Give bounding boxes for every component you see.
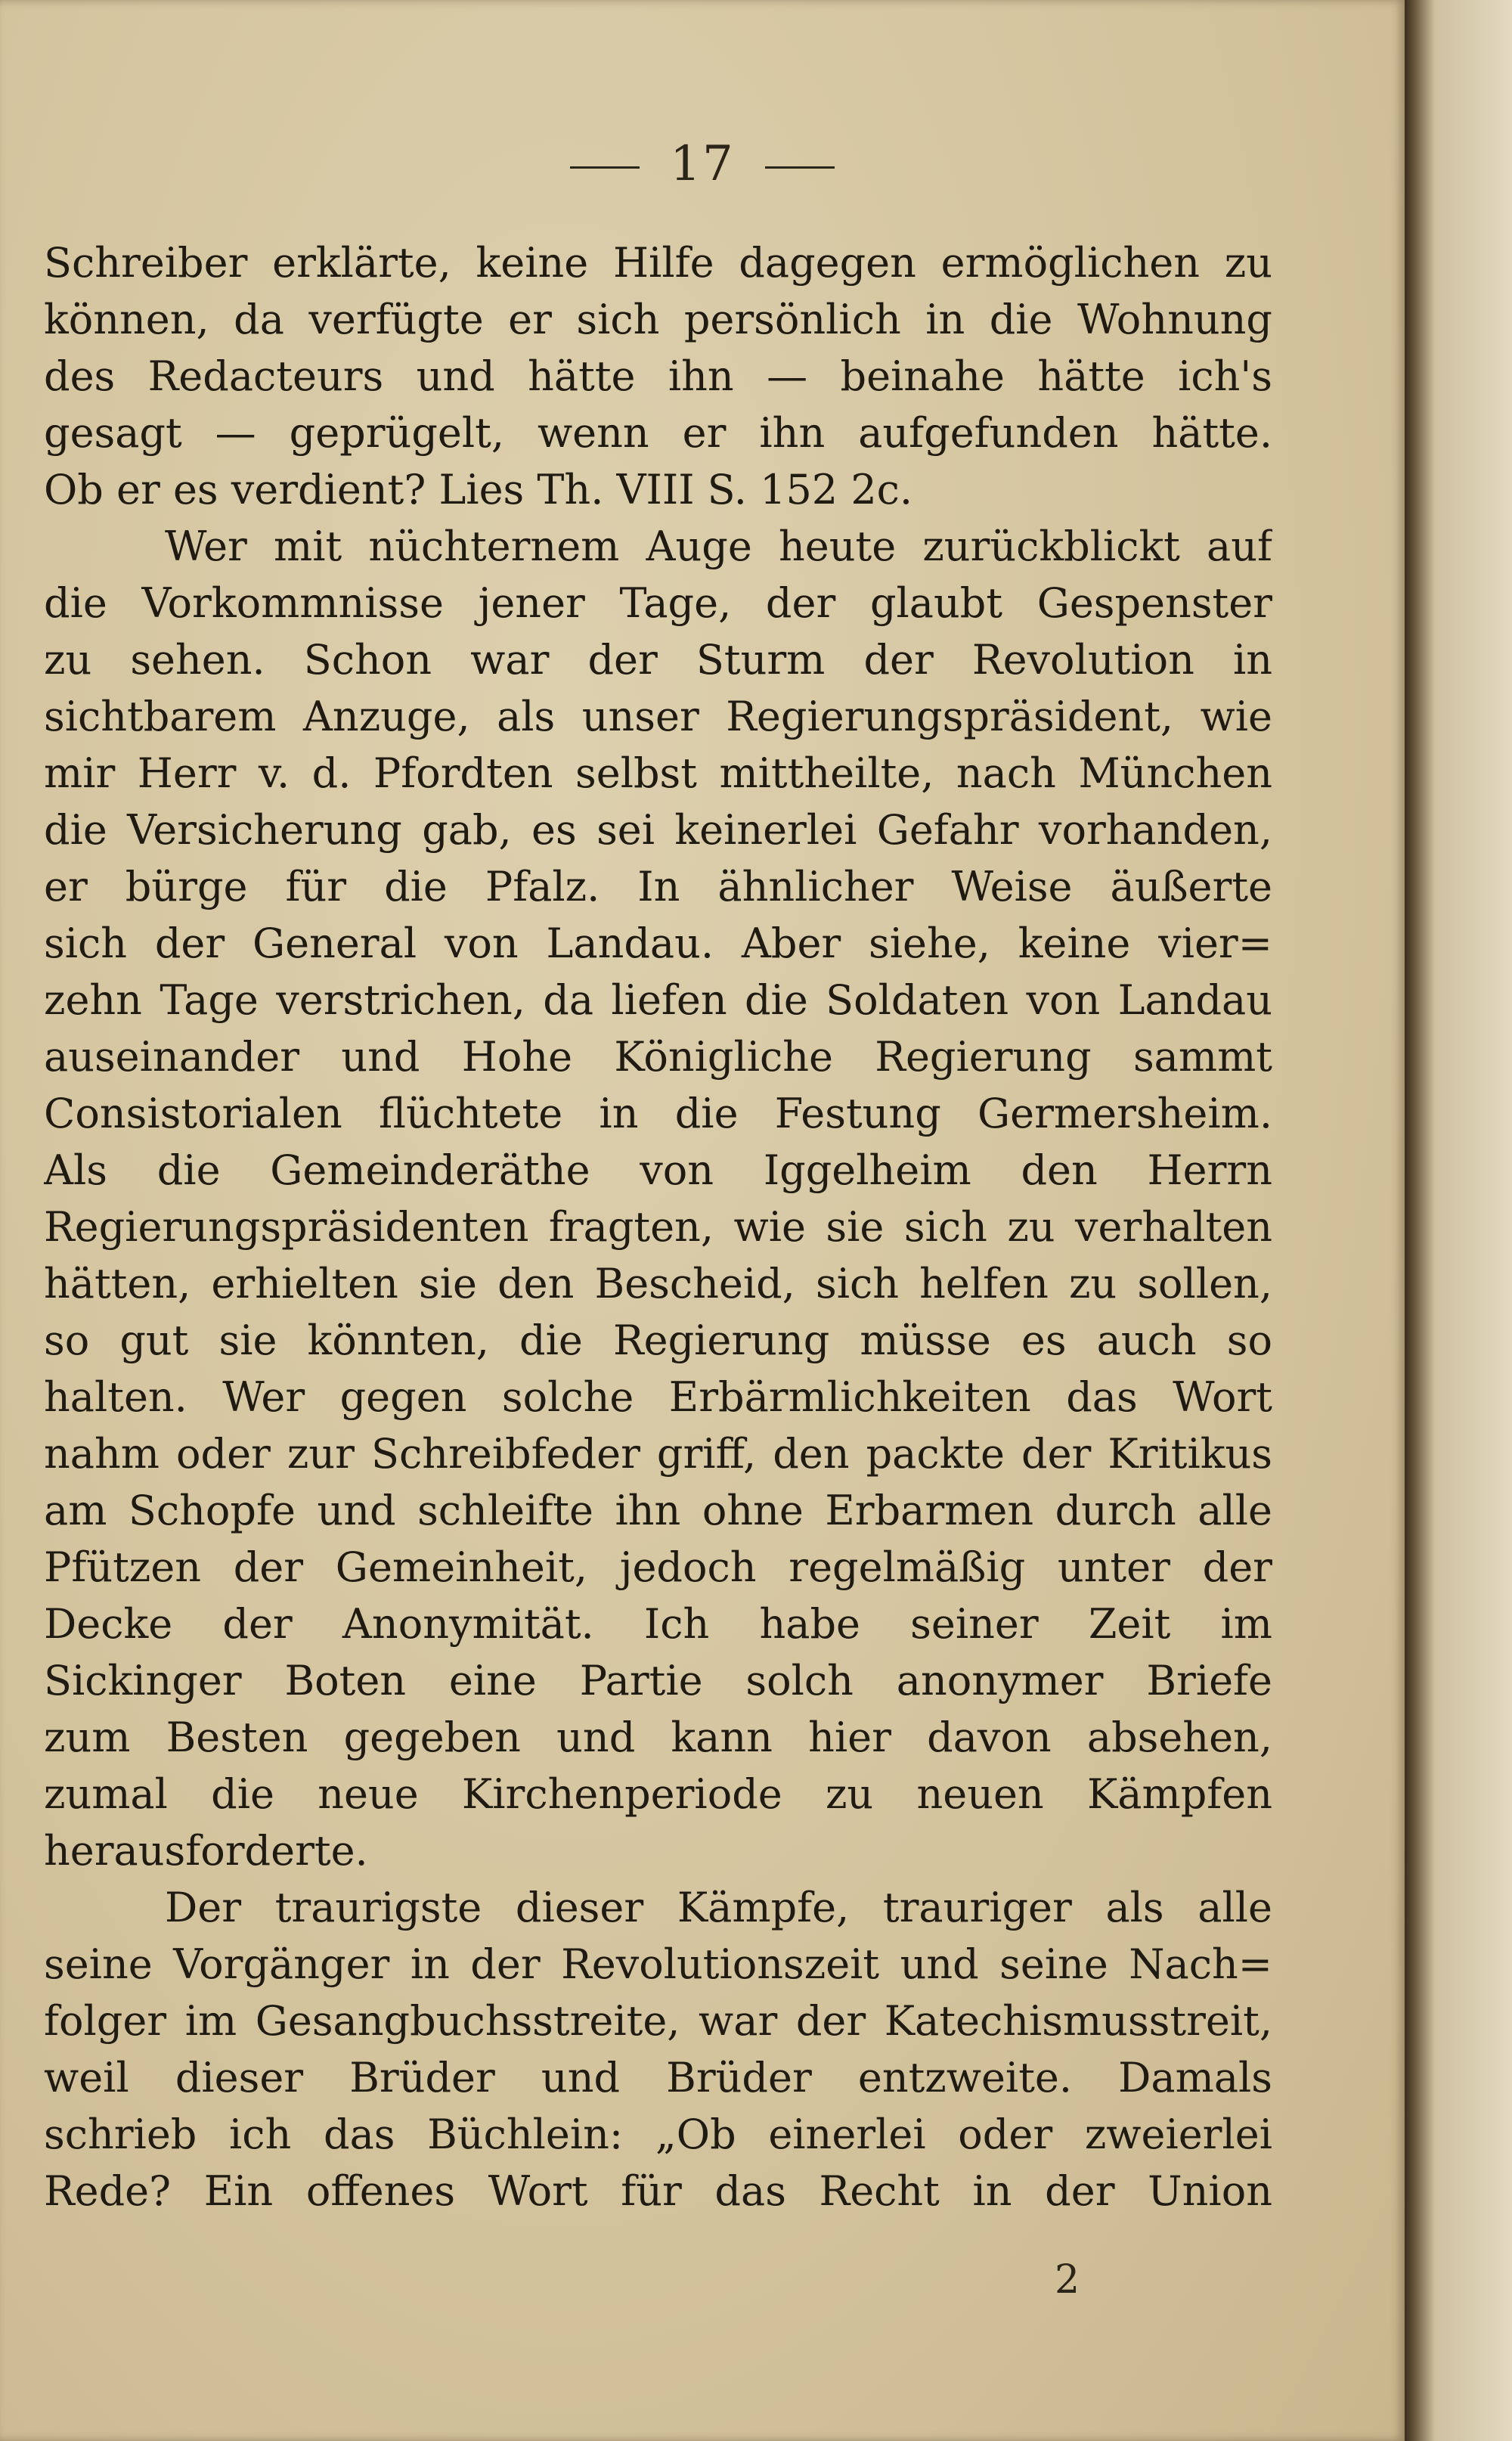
page-header bbox=[0, 136, 1405, 192]
text-line: mir Herr v. d. Pfordten selbst mittheilte, nach München bbox=[44, 749, 1272, 797]
text-line: Als die Gemeinderäthe von Iggelheim den Herrn bbox=[44, 1146, 1272, 1194]
text-line: gesagt — geprügelt, wenn er ihn aufgefunden hätte. bbox=[44, 409, 1272, 457]
text-line: Schreiber erklärte, keine Hilfe dagegen ermöglichen zu bbox=[44, 239, 1272, 287]
text-line: schrieb ich das Büchlein: „Ob einerlei oder zweierlei bbox=[44, 2111, 1272, 2158]
text-line: Der traurigste dieser Kämpfe, trauriger als alle bbox=[165, 1884, 1272, 1931]
signature-mark: 2 bbox=[1055, 2257, 1080, 2303]
text-line: er bürge für die Pfalz. In ähnlicher Weise äußerte bbox=[44, 863, 1272, 910]
text-line: Consistorialen flüchtete in die Festung Germersheim. bbox=[44, 1090, 1272, 1137]
text-line: Regierungspräsidenten fragten, wie sie sich zu verhalten bbox=[44, 1203, 1272, 1251]
header-dash-right bbox=[765, 166, 835, 169]
text-line: weil dieser Brüder und Brüder entzweite. Damals bbox=[44, 2054, 1272, 2101]
text-line: hätten, erhielten sie den Bescheid, sich helfen zu sollen, bbox=[44, 1260, 1272, 1307]
text-line: Pfützen der Gemeinheit, jedoch regelmäßig unter der bbox=[44, 1543, 1272, 1591]
text-line: folger im Gesangbuchsstreite, war der Katechismusstreit, bbox=[44, 1997, 1272, 2045]
text-line: am Schopfe und schleifte ihn ohne Erbarmen durch alle bbox=[44, 1487, 1272, 1534]
text-line: auseinander und Hohe Königliche Regierung sammt bbox=[44, 1033, 1272, 1081]
text-line: sich der General von Landau. Aber siehe, keine vier= bbox=[44, 920, 1272, 967]
text-line: Decke der Anonymität. Ich habe seiner Zeit im bbox=[44, 1600, 1272, 1648]
text-line: Wer mit nüchternem Auge heute zurückblickt auf bbox=[165, 523, 1272, 570]
body-text bbox=[44, 234, 1272, 2219]
text-line: halten. Wer gegen solche Erbärmlichkeiten das Wort bbox=[44, 1373, 1272, 1421]
text-line: nahm oder zur Schreibfeder griff, den packte der Kritikus bbox=[44, 1430, 1272, 1478]
text-line: zu sehen. Schon war der Sturm der Revolution in bbox=[44, 636, 1272, 684]
text-line: die Versicherung gab, es sei keinerlei Gefahr vorhanden, bbox=[44, 806, 1272, 854]
text-line: des Redacteurs und hätte ihn — beinahe hätte ich's bbox=[44, 352, 1272, 400]
text-line: sichtbarem Anzuge, als unser Regierungspräsident, wie bbox=[44, 693, 1272, 740]
text-line: so gut sie könnten, die Regierung müsse es auch so bbox=[44, 1317, 1272, 1364]
text-line: zum Besten gegeben und kann hier davon absehen, bbox=[44, 1714, 1272, 1761]
text-line: zumal die neue Kirchenperiode zu neuen Kämpfen bbox=[44, 1770, 1272, 1818]
text-line: die Vorkommnisse jener Tage, der glaubt Gespenster bbox=[44, 579, 1272, 627]
header-dash-left bbox=[570, 166, 640, 169]
text-line: seine Vorgänger in der Revolutionszeit und seine Nach= bbox=[44, 1940, 1272, 1988]
text-line: können, da verfügte er sich persönlich in die Wohnung bbox=[44, 296, 1272, 343]
book-edge bbox=[1405, 0, 1512, 2441]
text-line: Sickinger Boten eine Partie solch anonymer Briefe bbox=[44, 1657, 1272, 1704]
page-number: 17 bbox=[670, 136, 735, 192]
text-line: zehn Tage verstrichen, da liefen die Soldaten von Landau bbox=[44, 976, 1272, 1024]
text-line: herausforderte. bbox=[44, 1827, 368, 1875]
text-line: Rede? Ein offenes Wort für das Recht in der Union bbox=[44, 2167, 1272, 2215]
text-line: Ob er es verdient? Lies Th. VIII S. 152 2c. bbox=[44, 466, 913, 513]
